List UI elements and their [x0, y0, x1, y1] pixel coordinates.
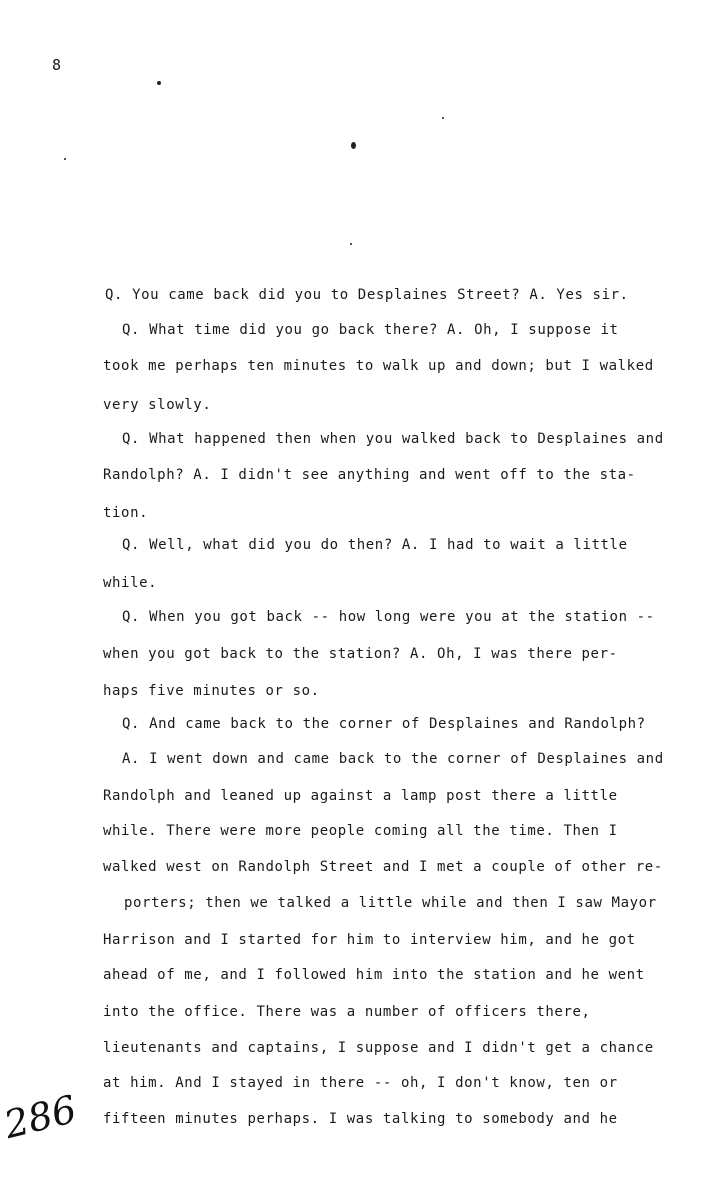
text-line: while.: [103, 575, 158, 591]
text-line: Q. What happened then when you walked back to Desplaines and: [122, 431, 664, 447]
ink-speck: [442, 117, 444, 119]
text-line: walked west on Randolph Street and I met a couple of other re-: [103, 859, 663, 875]
text-line: ahead of me, and I followed him into the station and he went: [103, 967, 645, 983]
text-line: Q. You came back did you to Desplaines Street? A. Yes sir.: [105, 287, 629, 303]
ink-speck: [64, 158, 66, 160]
text-line: at him. And I stayed in there -- oh, I don't know, ten or: [103, 1075, 618, 1091]
text-line: very slowly.: [103, 397, 212, 413]
page-number: 8: [52, 56, 62, 74]
ink-speck: [350, 243, 352, 245]
text-line: porters; then we talked a little while and then I saw Mayor: [124, 895, 657, 911]
text-line: Harrison and I started for him to interview him, and he got: [103, 932, 636, 948]
text-line: Randolph and leaned up against a lamp post there a little: [103, 788, 618, 804]
text-line: fifteen minutes perhaps. I was talking to somebody and he: [103, 1111, 618, 1127]
text-line: Randolph? A. I didn't see anything and went off to the sta-: [103, 467, 636, 483]
text-line: Q. When you got back -- how long were you at the station --: [122, 609, 655, 625]
text-line: took me perhaps ten minutes to walk up and down; but I walked: [103, 358, 654, 374]
text-line: A. I went down and came back to the corner of Desplaines and: [122, 751, 664, 767]
ink-speck: [157, 81, 161, 85]
text-line: tion.: [103, 505, 149, 521]
text-line: Q. And came back to the corner of Desplaines and Randolph?: [122, 716, 646, 732]
text-line: while. There were more people coming all the time. Then I: [103, 823, 618, 839]
text-line: into the office. There was a number of officers there,: [103, 1004, 591, 1020]
handwritten-page-number: 286: [0, 1086, 81, 1148]
ink-speck: [351, 142, 356, 149]
text-line: haps five minutes or so.: [103, 683, 320, 699]
text-line: Q. Well, what did you do then? A. I had to wait a little: [122, 537, 628, 553]
text-line: lieutenants and captains, I suppose and I didn't get a chance: [103, 1040, 654, 1056]
text-line: Q. What time did you go back there? A. Oh, I suppose it: [122, 322, 619, 338]
text-line: when you got back to the station? A. Oh, I was there per-: [103, 646, 618, 662]
